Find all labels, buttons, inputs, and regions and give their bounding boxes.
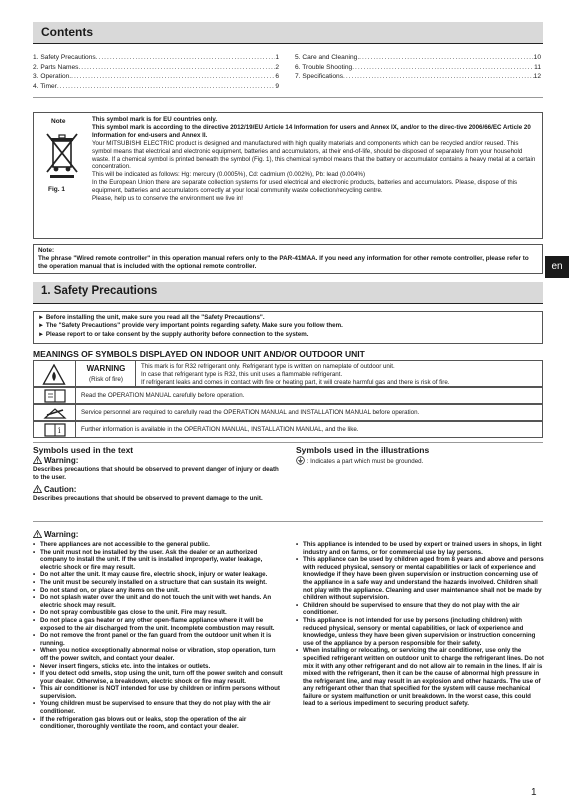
list-item: • This appliance is not intended for use by persons (including children) with reduced physical, sensory or mental capabilities, or lack of experience and knowledge, unless they have been given supervision or instruction concerning use of the appliance by a person responsible for their safety. bbox=[296, 617, 544, 647]
warning-sub: (Risk of fire) bbox=[89, 376, 123, 383]
toc-item[interactable]: 4. Timer ..... 9 bbox=[33, 82, 279, 92]
toc-item[interactable]: 3. Operation. ..... 6 bbox=[33, 72, 279, 82]
warning-row bbox=[33, 360, 543, 387]
contents-title: Contents bbox=[41, 25, 93, 39]
precautions-box bbox=[33, 311, 543, 344]
list-item: • Do not stand on, or place any items on the unit. bbox=[33, 587, 283, 595]
symbols-table bbox=[33, 360, 543, 438]
remote-controller-note: Note: The phrase "Wired remote controller" in this operation manual refers only to the PAR-41MAA. If you need any information for other remote controller, please refer to the operation manual that is included with the optional remote controller. bbox=[33, 244, 543, 274]
list-item: • Do not spray combustible gas close to the unit. Fire may result. bbox=[33, 609, 283, 617]
toc-item[interactable]: 6. Trouble Shooting ..... 11 bbox=[295, 63, 541, 73]
note-label: Note bbox=[51, 118, 66, 125]
warning-word: WARNING bbox=[86, 364, 126, 373]
section-header bbox=[33, 282, 543, 304]
text-caution-heading: Caution: bbox=[33, 485, 76, 494]
warnings-left-list bbox=[33, 541, 283, 731]
precaution-line: ► The "Safety Precautions" provide very important points regarding safety. Make sure you follow them. bbox=[38, 322, 343, 330]
service-row bbox=[33, 404, 543, 421]
text-warning-heading: Warning: bbox=[33, 456, 78, 465]
crossed-bin-icon bbox=[44, 131, 80, 179]
list-item: • When you notice exceptionally abnormal noise or vibration, stop operation, turn off the power switch, and contact your dealer. bbox=[33, 647, 283, 662]
svg-text:i: i bbox=[58, 426, 61, 435]
list-item: • Young children must be supervised to ensure that they do not play with the air conditioner. bbox=[33, 700, 283, 715]
list-item: • Do not place a gas heater or any other open-flame appliance where it will be exposed to the air discharged from the unit. Incomplete combustion may result. bbox=[33, 617, 283, 632]
list-item: • Do not splash water over the unit and do not touch the unit with wet hands. An electric shock may result. bbox=[33, 594, 283, 609]
list-item: • Do not alter the unit. It may cause fire, electric shock, injury or water leakage. bbox=[33, 571, 283, 579]
page-number: 1 bbox=[531, 787, 537, 798]
manual-text: Read the OPERATION MANUAL carefully before operation. bbox=[81, 392, 245, 399]
list-item: • This appliance is intended to be used by expert or trained users in shops, in light industry and on farms, or for commercial use by lay persons. bbox=[296, 541, 544, 556]
list-item: • If you detect odd smells, stop using the unit, turn off the power switch and consult your dealer. Otherwise, a breakdown, electric shock or fire may result. bbox=[33, 670, 283, 685]
list-item: • If the refrigeration gas blows out or leaks, stop the operation of the air conditioner, thoroughly ventilate the room, and contact your dealer. bbox=[33, 716, 283, 731]
list-item: • Children should be supervised to ensure that they do not play with the air conditioner. bbox=[296, 602, 544, 617]
toc-item[interactable]: 2. Parts Names ..... 2 bbox=[33, 63, 279, 73]
toc-item[interactable]: 1. Safety Precautions ..... 1 bbox=[33, 53, 279, 63]
fire-warning-icon bbox=[42, 364, 66, 385]
list-item: • This appliance can be used by children aged from 8 years and above and persons with reduced physical, sensory or mental capabilities or lack of experience and knowledge if they have been given supervision or instruction concerning use of the appliance in a safe way and understand the hazards involved. Children shall not play with the appliance. Cleaning and user maintenance shall not be made by children without supervision. bbox=[296, 556, 544, 602]
toc-left-column bbox=[33, 53, 279, 91]
warning-triangle-icon bbox=[33, 456, 42, 464]
service-text: Service personnel are required to carefully read the OPERATION MANUAL and INSTALLATION MANUAL before operation. bbox=[81, 409, 420, 416]
section-title: 1. Safety Precautions bbox=[41, 285, 158, 297]
text-caution-desc: Describes precautions that should be observed to prevent damage to the unit. bbox=[33, 495, 263, 502]
list-item: • This air conditioner is NOT intended for use by children or infirm persons without supervision. bbox=[33, 685, 283, 700]
divider bbox=[33, 442, 543, 443]
eu-notice-box bbox=[33, 112, 543, 239]
language-tab[interactable]: en bbox=[545, 256, 569, 278]
caution-triangle-icon bbox=[33, 485, 42, 493]
warnings-right-list bbox=[296, 541, 544, 708]
warning-text: This mark is for R32 refrigerant only. Refrigerant type is written on nameplate of outdoor unit. In case that refrigerant type is R32, this unit uses a flammable refrigerant. If refrigerant leaks and comes in contact with fire or heating part, it will create harmful gas and there is risk of fire. bbox=[141, 363, 450, 386]
toc-item[interactable]: 7. Specifications ..... 12 bbox=[295, 72, 541, 82]
warnings-heading: Warning: bbox=[33, 530, 78, 539]
manual-row bbox=[33, 387, 543, 404]
symbols-text-title: Symbols used in the text bbox=[33, 445, 134, 455]
list-item: • The unit must not be installed by the user. Ask the dealer or an authorized company to install the unit. If the unit is installed improperly, water leakage, electric shock or fire may result. bbox=[33, 549, 283, 572]
toc-right-column bbox=[295, 53, 541, 82]
list-item: • There appliances are not accessible to the general public. bbox=[33, 541, 283, 549]
list-item: • The unit must be securely installed on a structure that can sustain its weight. bbox=[33, 579, 283, 587]
contents-header bbox=[33, 22, 543, 44]
fig-label: Fig. 1 bbox=[48, 186, 65, 193]
info-row bbox=[33, 421, 543, 438]
toc-divider bbox=[33, 97, 543, 98]
ground-icon bbox=[296, 456, 305, 465]
info-text: Further information is available in the OPERATION MANUAL, INSTALLATION MANUAL, and the like. bbox=[81, 426, 359, 433]
symbols-illustrations-title: Symbols used in the illustrations bbox=[296, 445, 430, 455]
precaution-line: ► Please report to or take consent by the supply authority before connection to the system. bbox=[38, 330, 309, 338]
meanings-title: MEANINGS OF SYMBOLS DISPLAYED ON INDOOR UNIT AND/OR OUTDOOR UNIT bbox=[33, 349, 365, 359]
service-manual-icon bbox=[43, 406, 67, 420]
manual-book-icon bbox=[43, 389, 67, 403]
eu-notice-text: This symbol mark is for EU countries only. This symbol mark is according to the directive 2012/19/EU Article 14 Information for users and Annex IX, and/or to the direc-tive 2006/66/EC Article 20 Information for end-users and Annex II. Your MITSUBISHI ELECTRIC product is designed and manufactured with high quality materials and components which can be recycled and/or reused. This symbol means that electrical and electronic equipment, batteries and accumulators, at their end-of-life, should be disposed of separately from your household waste. If a chemical symbol is printed beneath the symbol (Fig. 1), this chemical symbol means that the battery or accumulator contains a heavy metal at a certain concentration. This will be indicated as follows: Hg: mercury (0.0005%), Cd: cadmium (0.002%), Pb: lead (0.004%) In the European Union there are separate collection systems for used electrical and electronic products, batteries and accumulators. Please, dispose of this equipment, batteries and accumulators correctly at your local community waste collection/recycling centre. Please, help us to conserve the environment we live in! bbox=[92, 116, 536, 203]
precaution-line: ► Before installing the unit, make sure you read all the "Safety Precautions". bbox=[38, 314, 265, 321]
text-warning-desc: Describes precautions that should be observed to prevent danger of injury or death to the user. bbox=[33, 466, 279, 481]
list-item: • When installing or relocating, or servicing the air conditioner, use only the specified refrigerant written on outdoor unit to charge the refrigerant lines. Do not mix it with any other refrigerant and do not allow air to remain in the lines. If air is mixed with the refrigerant, then it can be the cause of abnormal high pressure in the refrigerant line, and may result in an explosion and other hazards. The use of any refrigerant other than that specified for the system will cause mechanical failure or system malfunction or unit breakdown. In the worst case, this could lead to a serious impediment to securing product safety. bbox=[296, 647, 544, 708]
list-item: • Never insert fingers, sticks etc. into the intakes or outlets. bbox=[33, 663, 283, 671]
info-manual-icon bbox=[43, 423, 67, 437]
divider bbox=[33, 521, 543, 522]
toc-item[interactable]: 5. Care and Cleaning. ..... 10 bbox=[295, 53, 541, 63]
list-item: • Do not remove the front panel or the fan guard from the outdoor unit when it is running. bbox=[33, 632, 283, 647]
ground-symbol-desc: : Indicates a part which must be grounded. bbox=[296, 456, 546, 466]
warning-triangle-icon bbox=[33, 530, 42, 538]
